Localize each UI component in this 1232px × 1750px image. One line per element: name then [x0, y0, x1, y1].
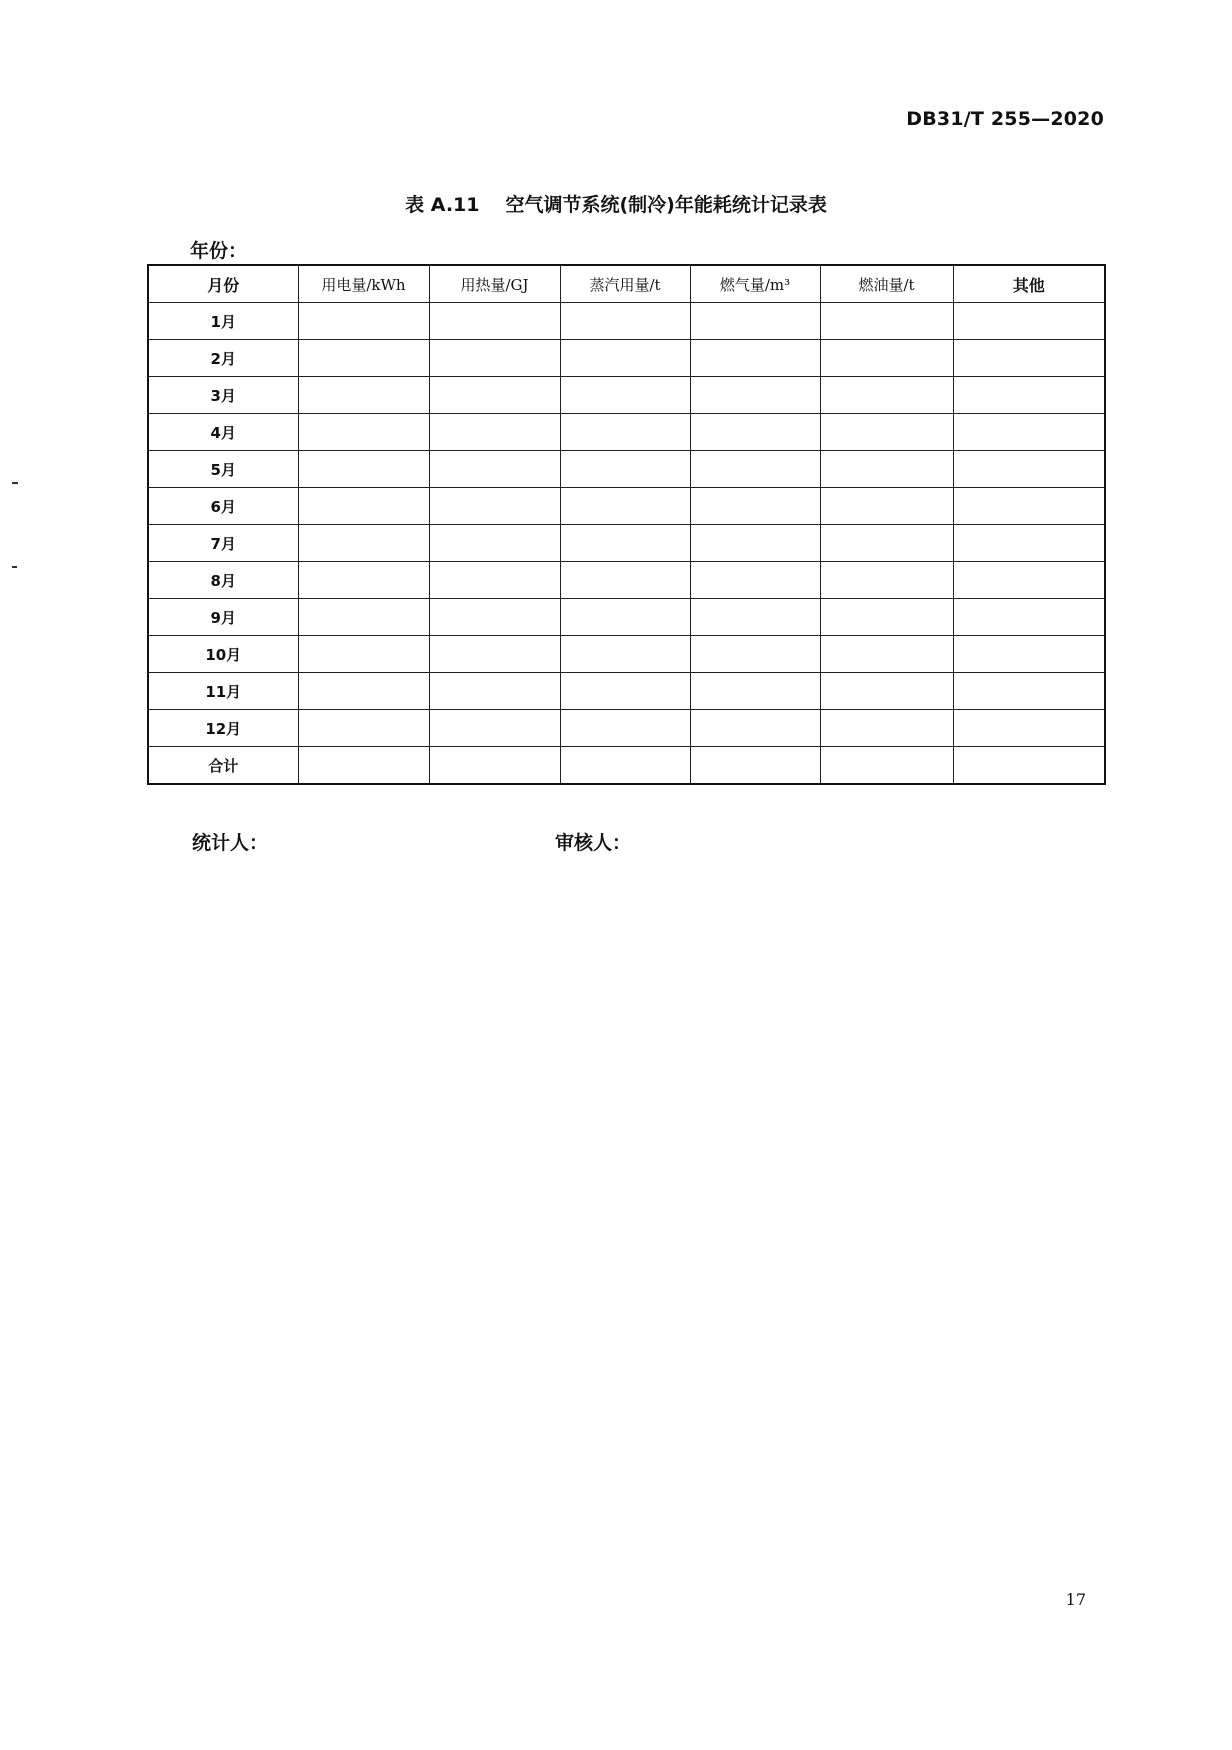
- row-label: 11月: [148, 673, 298, 710]
- row-label: 8月: [148, 562, 298, 599]
- cell-gas[interactable]: [690, 599, 820, 636]
- row-label: 合计: [148, 747, 298, 785]
- column-header-electricity: 用电量/kWh: [298, 265, 429, 303]
- row-label: 6月: [148, 488, 298, 525]
- row-label: 1月: [148, 303, 298, 340]
- cell-gas[interactable]: [690, 303, 820, 340]
- column-header-other: 其他: [953, 265, 1105, 303]
- energy-record-table: [147, 264, 1106, 785]
- cell-oil[interactable]: [820, 747, 953, 785]
- cell-gas[interactable]: [690, 525, 820, 562]
- page-number: 17: [1065, 1590, 1086, 1609]
- cell-gas[interactable]: [690, 340, 820, 377]
- scan-speck: [12, 566, 17, 568]
- scan-speck: [12, 482, 18, 484]
- row-label: 3月: [148, 377, 298, 414]
- row-label: 4月: [148, 414, 298, 451]
- table-row: [148, 451, 1105, 488]
- table-title: [0, 190, 1232, 217]
- cell-heat[interactable]: [429, 562, 560, 599]
- cell-other[interactable]: [953, 562, 1105, 599]
- cell-steam[interactable]: [560, 525, 690, 562]
- cell-steam[interactable]: [560, 673, 690, 710]
- table-body: [148, 303, 1105, 785]
- table-row: [148, 636, 1105, 673]
- cell-gas[interactable]: [690, 747, 820, 785]
- cell-other[interactable]: [953, 599, 1105, 636]
- cell-other[interactable]: [953, 673, 1105, 710]
- cell-oil[interactable]: [820, 710, 953, 747]
- cell-steam[interactable]: [560, 303, 690, 340]
- year-field-label: 年份：: [190, 240, 248, 262]
- cell-steam[interactable]: [560, 562, 690, 599]
- cell-electricity[interactable]: [298, 303, 429, 340]
- cell-electricity[interactable]: [298, 340, 429, 377]
- cell-steam[interactable]: [560, 710, 690, 747]
- cell-heat[interactable]: [429, 710, 560, 747]
- cell-other[interactable]: [953, 747, 1105, 785]
- cell-other[interactable]: [953, 414, 1105, 451]
- cell-gas[interactable]: [690, 451, 820, 488]
- column-header-oil: 燃油量/t: [820, 265, 953, 303]
- table-row: [148, 488, 1105, 525]
- cell-steam[interactable]: [560, 414, 690, 451]
- cell-steam[interactable]: [560, 747, 690, 785]
- table-row: [148, 414, 1105, 451]
- row-label: 10月: [148, 636, 298, 673]
- cell-oil[interactable]: [820, 303, 953, 340]
- table-row: [148, 673, 1105, 710]
- cell-other[interactable]: [953, 451, 1105, 488]
- table-row: [148, 340, 1105, 377]
- cell-gas[interactable]: [690, 673, 820, 710]
- table-header-row: [148, 265, 1105, 303]
- cell-heat[interactable]: [429, 303, 560, 340]
- cell-heat[interactable]: [429, 377, 560, 414]
- cell-electricity[interactable]: [298, 562, 429, 599]
- table-number: 表 A.11: [405, 194, 480, 216]
- cell-electricity[interactable]: [298, 710, 429, 747]
- cell-other[interactable]: [953, 636, 1105, 673]
- cell-heat[interactable]: [429, 451, 560, 488]
- reviewer-label: 审核人：: [555, 832, 632, 854]
- cell-electricity[interactable]: [298, 636, 429, 673]
- cell-steam[interactable]: [560, 377, 690, 414]
- cell-heat[interactable]: [429, 488, 560, 525]
- table-row: [148, 710, 1105, 747]
- cell-heat[interactable]: [429, 747, 560, 785]
- cell-gas[interactable]: [690, 377, 820, 414]
- row-label: 7月: [148, 525, 298, 562]
- cell-other[interactable]: [953, 377, 1105, 414]
- cell-heat[interactable]: [429, 599, 560, 636]
- cell-electricity[interactable]: [298, 599, 429, 636]
- cell-electricity[interactable]: [298, 525, 429, 562]
- column-header-gas: 燃气量/m³: [690, 265, 820, 303]
- cell-gas[interactable]: [690, 710, 820, 747]
- row-label: 9月: [148, 599, 298, 636]
- cell-steam[interactable]: [560, 636, 690, 673]
- cell-heat[interactable]: [429, 673, 560, 710]
- cell-electricity[interactable]: [298, 488, 429, 525]
- cell-oil[interactable]: [820, 377, 953, 414]
- cell-electricity[interactable]: [298, 377, 429, 414]
- cell-steam[interactable]: [560, 340, 690, 377]
- cell-steam[interactable]: [560, 451, 690, 488]
- cell-other[interactable]: [953, 303, 1105, 340]
- cell-electricity[interactable]: [298, 673, 429, 710]
- table-row: [148, 599, 1105, 636]
- cell-oil[interactable]: [820, 488, 953, 525]
- cell-electricity[interactable]: [298, 451, 429, 488]
- cell-oil[interactable]: [820, 340, 953, 377]
- cell-oil[interactable]: [820, 414, 953, 451]
- table-row: [148, 377, 1105, 414]
- cell-heat[interactable]: [429, 525, 560, 562]
- document-code: DB31/T 255—2020: [906, 108, 1104, 130]
- cell-other[interactable]: [953, 488, 1105, 525]
- cell-oil[interactable]: [820, 562, 953, 599]
- table-row: [148, 562, 1105, 599]
- cell-heat[interactable]: [429, 340, 560, 377]
- row-label: 5月: [148, 451, 298, 488]
- cell-steam[interactable]: [560, 599, 690, 636]
- cell-heat[interactable]: [429, 414, 560, 451]
- cell-other[interactable]: [953, 340, 1105, 377]
- cell-gas[interactable]: [690, 488, 820, 525]
- cell-oil[interactable]: [820, 525, 953, 562]
- cell-gas[interactable]: [690, 414, 820, 451]
- cell-gas[interactable]: [690, 562, 820, 599]
- column-header-month: 月份: [148, 265, 298, 303]
- cell-steam[interactable]: [560, 488, 690, 525]
- cell-oil[interactable]: [820, 636, 953, 673]
- cell-oil[interactable]: [820, 599, 953, 636]
- table-row: [148, 525, 1105, 562]
- column-header-steam: 蒸汽用量/t: [560, 265, 690, 303]
- cell-oil[interactable]: [820, 673, 953, 710]
- cell-other[interactable]: [953, 710, 1105, 747]
- row-label: 12月: [148, 710, 298, 747]
- row-label: 2月: [148, 340, 298, 377]
- table-caption: 空气调节系统(制冷)年能耗统计记录表: [505, 194, 827, 216]
- statistician-label: 统计人：: [192, 832, 269, 854]
- cell-heat[interactable]: [429, 636, 560, 673]
- column-header-heat: 用热量/GJ: [429, 265, 560, 303]
- cell-gas[interactable]: [690, 636, 820, 673]
- cell-oil[interactable]: [820, 451, 953, 488]
- cell-other[interactable]: [953, 525, 1105, 562]
- cell-electricity[interactable]: [298, 747, 429, 785]
- table-row: [148, 747, 1105, 785]
- cell-electricity[interactable]: [298, 414, 429, 451]
- table-row: [148, 303, 1105, 340]
